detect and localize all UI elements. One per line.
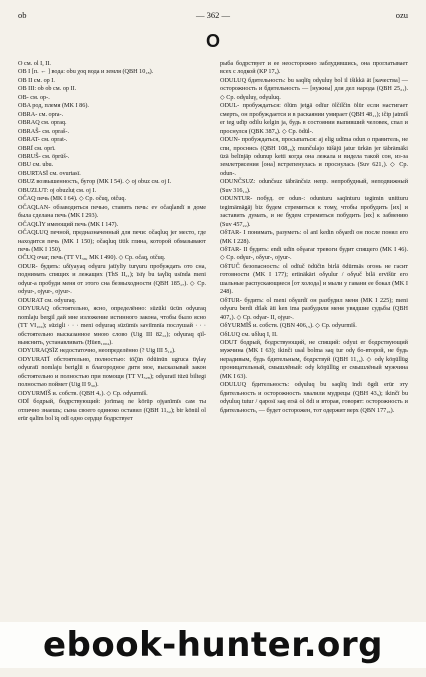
dictionary-entry: OB II см. op I. <box>18 76 55 84</box>
dictionary-entry: OδTAR- I понимать, разуметь: ol anï kedin oδγardï он после понял его (MK I 228). <box>220 229 408 245</box>
dictionary-entry: OBRÏ см. oprï. <box>18 144 56 152</box>
dictionary-entry: OδLUQ см. uδluq I, II. <box>220 330 278 338</box>
dictionary-entry: OČUQ очаг, печь (TT VI₃₈, MK I 490). ◇ Ср. očaq, otčuq. <box>18 254 166 262</box>
dictionary-entry: ODYURATÏ обстоятельно, полностью: töζün ödüinün ugruca tïγlaγ odγuratï nomlaju beriglii в благородное дитя мое, высказывай закон обстоятельно и полностью при помощи (TT VI₃₂₈); odγuratï tüzü biltegi полностью поймет (Uig II 9₃₀). <box>18 355 206 389</box>
dictionary-entry: ODUNČSUZ: odunčsuz täbränčsiz непр. непробудный, неподвижный (Suv 316₁₄). <box>220 178 408 194</box>
dictionary-entry: ODUNTUR- побуд. от odun-: odunturu saqïnturu tegimin unitturu tegimämägäj biz будем стремиться к тому, чтобы пробудить [их] и заставить думать, и не будем стремиться побудить [их] к забвению (Suv 457₂₂). <box>220 195 408 228</box>
dictionary-entry: ODUL- пробуждаться: ölüm jetgä odïur ölčilčin ölür если настигает смерть, он пробуждается и в раскаянии умирает (QBH 48₁₁); ičip jatmïš er teg udïp odïlu kelgin ja, будь в состоянии выпивший человек, спал и проснулся (QBK 387₉). ◇ Ср. ödül-. <box>220 102 408 135</box>
dictionary-entry: ODYURAQSÏZ недостаточно, неопределённо (? Uig III 5₁₀). <box>18 347 176 355</box>
dictionary-entry: OČAQ печь (MK I 64). ◇ Ср. očuq, otčuq. <box>18 195 127 203</box>
dictionary-entry: OČAQLAN- обзаводиться печью, ставить печь: ev očaqlandï в доме была сделана печь (MK I 293). <box>18 203 206 220</box>
left-column <box>18 60 206 620</box>
dictionary-entry: O см. ol I, II. <box>18 60 51 67</box>
section-letter: O <box>205 31 220 51</box>
dictionary-entry: OBA род, племя (MK I 86). <box>18 102 89 110</box>
dictionary-entry: ODURAT см. odyuraq. <box>18 296 77 304</box>
dictionary-entry: ODULUQ бдительность: odγuluq bu saqlïq ïndi ögdi erür эту бдительность и осторожность хвалили мудрецы (QBH 43₉); ikinčï bu odγuluq tutur / qaposï saq ersä ol ödi и вторая, говорят: осторожность и бдительность, — будет осторожен, тот одержит верх (QBN 177₁₆). <box>220 381 408 414</box>
dictionary-entry: OBUZLUT: oj obuzluṭ см. oj I. <box>18 186 97 194</box>
dictionary-entry: ODUT бодрый, бодрствующий, не спящий: odyut er бодрствующий мужчина (MK I 63); ikinči usal bolma saq tur odγ бо-второй, не будь нерадивым, будь бдительным, бодрствуй (QBH 11₁₄). ◇ odγ köŋüllüg проницательный, смышлёный: odγ köŋüllüg er смышлёный мужчина (MK I 63). <box>220 338 408 380</box>
dictionary-entry: OBRAŠ- см. opraš-. <box>18 127 70 135</box>
dictionary-entry: OBRAQ см. opraq. <box>18 119 67 127</box>
dictionary-entry: OBU см. ubu. <box>18 161 54 169</box>
right-column <box>220 60 408 620</box>
dictionary-entry: OČAQLUQ печной, предназначенный для печи: očaqluq jer место, где находится печь (MK I 150); očaqluq titik глина, которой обмазывают печь (MK I 150). <box>18 229 206 253</box>
dictionary-entry: ODUR- будить: uδïyayaq odγuru jatïylïy turγuru пробуждать ото сна, поднимать спящих и лежащих (ThS II₂₁); ïsïγ bu taγlïq usïnda meni odγur-a пробуди меня от этого сна безвыходности (QBH 185₁₇). ◇ Ср. odyur-, ojγur-, ojyur-. <box>18 262 206 296</box>
dictionary-entry: OB I [п. ← ] вода: obu χoq вода и земля (QBH 10₁₈). <box>18 68 154 76</box>
dictionary-entry: OδYURMÏŠ и. собств. (QBN 406₁₅). ◇ Ср. odyurmïš. <box>220 322 357 330</box>
dictionary-entry: OBRA- см. opra-. <box>18 110 64 118</box>
dictionary-entry: ODÏ бодрый, бодрствующий: jorïmaq ne körüp ojγanïmïs сам ты отлично знаешь; сына своего одиноко оставил (QBH 11₃₂); bir könül ol erür qalïm bol ïq odï одно сердце бодрствует <box>18 398 206 423</box>
header-left-guide-word: ob <box>18 10 27 20</box>
dictionary-entry: OδTAR- II будить: endi udïn oδγarar тревоги будит спящего (MK I 46). ◇ Ср. odγur-, oδyur-, ojyur-. <box>220 245 408 262</box>
dictionary-entry: OδTUR- будить: ol meni oδγurdï он разбудил меня (MK I 225); meni odγuru berdi dïlak äti ken ima разбудили меня увядшие судьбы (QBH 407₃). ◇ Ср. odγar- II, ojγur-. <box>220 296 408 321</box>
dictionary-entry: OδTUČ безопасность: ol odïuč ödüčin birlä ödürmäs огонь не гасит готовности (MK I 177); ertinäkäri oδγulur / oδγuč bilä ervïšür его шальные распускающиеся [от холода] и мыли у гавани ее бокал (MK I 248). <box>220 262 408 296</box>
dictionary-entry: ODYURAQ обстоятельно, ясно, определённо: süzüki ücün odγuraq nomlaju bergil дай мне изложение истинного закона, чтобы было ясно (TT VI₁₀₄); süzigli · · · meni odγuraq süzümïs saviïmnïa послушай · · · обстоятельно высказанное мною слово (Uig III 82₁₂); odγuraq qïl- выяснить, устанавливать (Ḥüen₁₀₀₄). <box>18 305 206 346</box>
page-header <box>18 9 408 21</box>
page-number: — 362 — <box>196 10 230 20</box>
dictionary-entry: OBUZ возвышенность, бугор (MK I 54). ◇ oj obuz см. oj I. <box>18 178 172 186</box>
dictionary-entry: ODYURMÏŠ и. собств. (QBH 4₇). ◇ Ср. odγurmïš. <box>18 389 148 397</box>
dictionary-entry: рыба бодрствует и ее неосторожно заблудившись, она проглатывает всех с лодкой (KP 17₆). <box>220 60 408 76</box>
dictionary-entry: OČAQLÏY имеющий печь (MK I 147). <box>18 220 119 228</box>
dictionary-entry: ODUN- пробуждаться, просыпаться: aj elig udïma odun о правитель, не спи, проснись (QBH 108₂₉); munčulajo tüšäjü jatur ürkän jer täbrämäki üzä belïnjäp odunup ketti когда она лежала и видела такой сон, из-за землетрясения [она] встрепенулась и проснулась (Suv 621₁). ◇ Ср. odun-. <box>220 136 408 177</box>
dictionary-entry: OB III: ob ob см. op II. <box>18 85 77 93</box>
watermark-banner <box>0 622 426 668</box>
dictionary-entry: ODULUQ бдительность: bu saqlïq odγuluγ bol il išikkä ät [качества] — осторожность и бдительность — [нужны] для дел народа (QBH 25₂₁). ◇ Ср. odγuluγ, odγuluq. <box>220 76 408 101</box>
dictionary-entry: OBRUŠ- см. öprüš-. <box>18 152 70 160</box>
dictionary-entry: OBURTASÏ см. ovurtasï. <box>18 169 81 177</box>
dictionary-entry: OBRAT- см. oprat-. <box>18 136 68 144</box>
dictionary-entry: OB- см. op-. <box>18 93 50 101</box>
watermark-text: ebook-hunter.org <box>42 625 384 665</box>
header-right-guide-word: ozu <box>395 10 408 20</box>
